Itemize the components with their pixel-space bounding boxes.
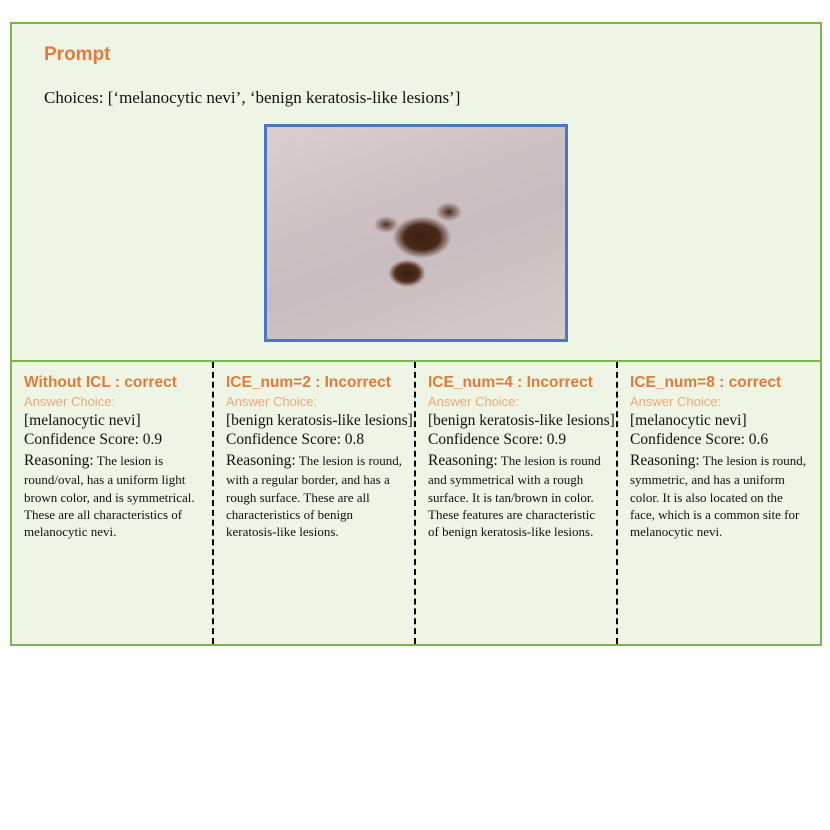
prompt-title: Prompt xyxy=(44,44,111,65)
image-wrapper xyxy=(32,124,800,342)
answer-choice-value: [melanocytic nevi] xyxy=(630,412,747,429)
reasoning-block xyxy=(630,451,810,540)
reasoning-text: The lesion is round and symmetrical with a rough surface. It is tan/brown in color. These features are characteristic of benign keratosis-like lesions. xyxy=(428,453,601,539)
confidence-score: Confidence Score: 0.9 xyxy=(428,431,567,448)
confidence-score: Confidence Score: 0.9 xyxy=(24,431,163,448)
confidence-score: Confidence Score: 0.6 xyxy=(630,431,769,448)
reasoning-text: The lesion is round/oval, has a uniform light brown color, and is symmetrical. These are all characteristics of melanocytic nevi. xyxy=(24,453,195,539)
prompt-panel xyxy=(10,22,822,362)
answer-column-ice-4 xyxy=(416,362,618,644)
reasoning-block xyxy=(428,451,606,540)
reasoning-label: Reasoning: xyxy=(630,452,700,469)
answer-choice-value: [benign keratosis-like lesions] xyxy=(428,412,615,429)
answers-row xyxy=(10,362,822,646)
answer-choice-value: [melanocytic nevi] xyxy=(24,412,141,429)
column-title: Without ICL : correct xyxy=(24,374,177,391)
answer-choice-label: Answer Choice: xyxy=(428,394,520,409)
column-title: ICE_num=4 : Incorrect xyxy=(428,374,593,391)
figure-container xyxy=(10,22,822,646)
answer-column-ice-8 xyxy=(618,362,820,644)
answer-choice-label: Answer Choice: xyxy=(24,394,116,409)
answer-choice-value: [benign keratosis-like lesions] xyxy=(226,412,413,429)
choices-line: Choices: [‘melanocytic nevi’, ‘benign keratosis-like lesions’] xyxy=(44,88,461,107)
answer-column-ice-2 xyxy=(214,362,416,644)
confidence-score: Confidence Score: 0.8 xyxy=(226,431,365,448)
column-title: ICE_num=2 : Incorrect xyxy=(226,374,391,391)
reasoning-text: The lesion is round, with a regular border, and has a rough surface. These are all characteristics of benign keratosis-like lesions. xyxy=(226,453,403,539)
answer-choice-label: Answer Choice: xyxy=(630,394,722,409)
reasoning-label: Reasoning: xyxy=(226,452,296,469)
skin-lesion-image xyxy=(264,124,568,342)
answer-column-without-icl xyxy=(12,362,214,644)
reasoning-block xyxy=(226,451,404,540)
reasoning-text: The lesion is round, symmetric, and has a uniform color. It is also located on the face, which is a common site for melanocytic nevi. xyxy=(630,453,807,539)
answer-choice-label: Answer Choice: xyxy=(226,394,318,409)
column-title: ICE_num=8 : correct xyxy=(630,374,782,391)
reasoning-label: Reasoning: xyxy=(428,452,498,469)
reasoning-block xyxy=(24,451,202,540)
reasoning-label: Reasoning: xyxy=(24,452,94,469)
